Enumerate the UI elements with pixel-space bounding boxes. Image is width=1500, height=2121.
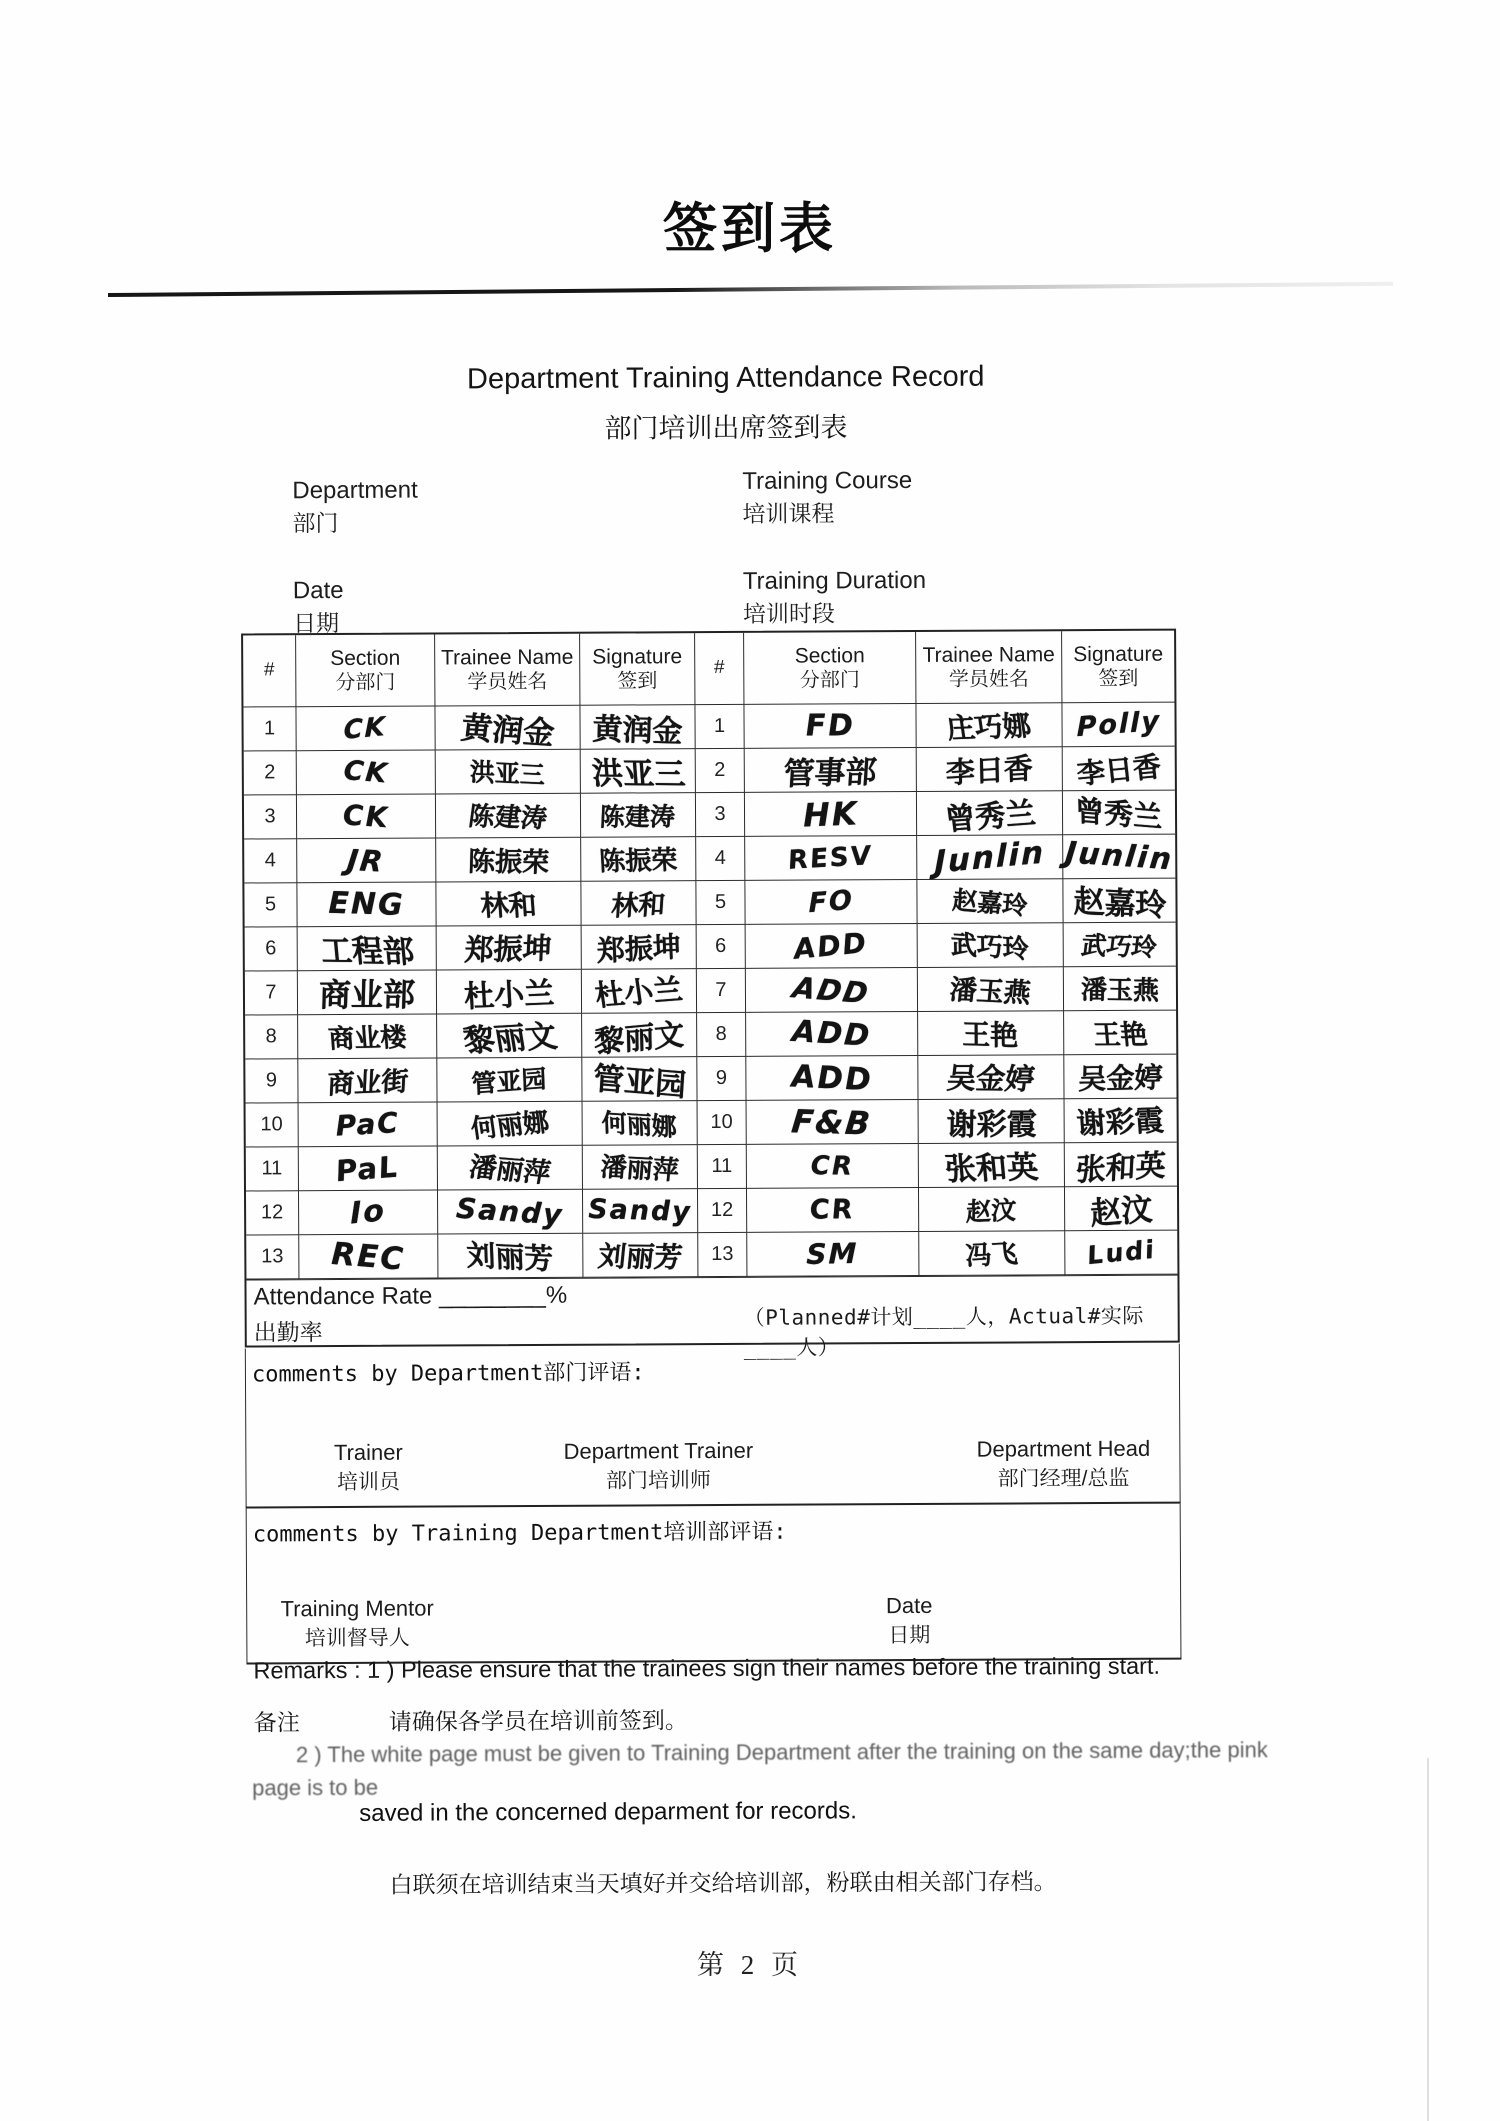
trainee-name-cell bbox=[919, 1099, 1065, 1144]
section-cell bbox=[746, 968, 918, 1013]
page-number-footer: 第 2 页 bbox=[697, 1950, 803, 1980]
signature-handwriting: 林和 bbox=[610, 889, 667, 923]
trainee-name-cell bbox=[917, 791, 1063, 836]
signature-cell bbox=[1063, 747, 1175, 792]
row-number-cell: 3 bbox=[244, 795, 297, 839]
section-handwriting: CK bbox=[342, 798, 390, 835]
row-number-cell: 12 bbox=[698, 1189, 747, 1233]
signature-cell bbox=[583, 1145, 698, 1190]
signature-cell bbox=[1063, 835, 1175, 880]
section-handwriting: PaC bbox=[334, 1106, 401, 1143]
section-cell bbox=[747, 1188, 919, 1233]
trainee-name-handwriting: 管亚园 bbox=[471, 1063, 548, 1099]
signature-handwriting: 潘丽萍 bbox=[599, 1152, 680, 1187]
row-number-cell: 2 bbox=[696, 749, 745, 793]
trainee-name-handwriting: Junlin bbox=[934, 833, 1046, 881]
trainee-name-handwriting: 王艳 bbox=[962, 1017, 1019, 1052]
signature-handwriting: 陈振荣 bbox=[598, 845, 679, 878]
row-number-cell: 4 bbox=[244, 839, 297, 883]
trainee-name-handwriting: 武巧玲 bbox=[950, 930, 1030, 966]
signature-cell bbox=[581, 793, 696, 838]
section-cell bbox=[745, 880, 917, 925]
section-handwriting: 商业部 bbox=[318, 975, 416, 1014]
trainee-name-cell bbox=[436, 794, 581, 839]
section-cell bbox=[746, 1056, 918, 1101]
signature-handwriting: 郑振坤 bbox=[596, 929, 682, 968]
row-number-cell: 6 bbox=[245, 927, 298, 971]
signature-handwriting: Polly bbox=[1076, 705, 1161, 744]
trainee-name-handwriting: Sandy bbox=[455, 1191, 565, 1232]
row-number-cell: 2 bbox=[244, 751, 297, 795]
department-head-sign-label: Department Head 部门经理/总监 bbox=[976, 1435, 1151, 1491]
section-cell bbox=[747, 1232, 919, 1277]
section-cell bbox=[299, 1234, 438, 1279]
training-duration-label-zh: 培训时段 bbox=[742, 600, 836, 627]
signature-handwriting: Sandy bbox=[587, 1193, 693, 1228]
field-training-duration-label bbox=[743, 564, 927, 631]
trainee-name-handwriting: 吴金婷 bbox=[945, 1061, 1037, 1097]
section-cell bbox=[746, 1012, 918, 1057]
section-cell bbox=[297, 882, 436, 927]
trainee-name-handwriting: 刘丽芳 bbox=[466, 1238, 555, 1277]
signature-handwriting: 刘丽芳 bbox=[596, 1239, 684, 1274]
comments-by-training-department-box bbox=[246, 1504, 1182, 1665]
section-cell bbox=[298, 1014, 437, 1059]
signature-cell bbox=[581, 881, 696, 926]
section-cell bbox=[299, 1190, 438, 1235]
remarks-line-2-faded: 2 ) The white page must be given to Training Department after the training on the same day;the pink bbox=[295, 1737, 1268, 1768]
attendance-grid bbox=[243, 631, 1177, 1280]
remarks-line-2c: saved in the concerned deparment for records. bbox=[359, 1797, 857, 1827]
field-department-label bbox=[292, 474, 418, 541]
signature-cell bbox=[581, 837, 696, 882]
signature-cell bbox=[582, 925, 697, 970]
signature-handwriting: 吴金婷 bbox=[1077, 1060, 1163, 1096]
training-duration-label-en: Training Duration bbox=[742, 566, 927, 595]
section-handwriting: JR bbox=[345, 842, 387, 879]
header-number-right: # bbox=[695, 633, 744, 705]
section-cell bbox=[299, 1146, 438, 1191]
date-label-zh: 日期 bbox=[292, 609, 340, 637]
row-number-cell: 9 bbox=[245, 1059, 298, 1103]
section-cell bbox=[297, 794, 436, 839]
row-number-cell: 8 bbox=[245, 1015, 298, 1059]
trainee-name-handwriting: 杜小兰 bbox=[463, 975, 556, 1015]
signature-handwriting: 张和英 bbox=[1074, 1147, 1167, 1189]
signature-cell bbox=[1064, 1055, 1176, 1100]
header-section-right: Section 分部门 bbox=[744, 632, 916, 705]
signature-handwriting: 洪亚三 bbox=[590, 755, 686, 794]
row-number-cell: 5 bbox=[244, 883, 297, 927]
section-handwriting: CR bbox=[808, 1194, 857, 1226]
section-handwriting: Io bbox=[349, 1193, 387, 1232]
signature-handwriting: 杜小兰 bbox=[593, 972, 686, 1013]
signature-handwriting: 赵嘉玲 bbox=[1072, 883, 1167, 925]
row-number-cell: 10 bbox=[246, 1103, 299, 1147]
section-handwriting: F&B bbox=[790, 1101, 875, 1143]
signature-cell bbox=[1063, 791, 1175, 836]
trainee-name-cell bbox=[436, 838, 581, 883]
section-cell bbox=[747, 1100, 919, 1145]
section-handwriting: SM bbox=[806, 1236, 860, 1272]
signature-cell bbox=[1064, 923, 1176, 968]
signature-handwriting: 陈建涛 bbox=[599, 801, 677, 832]
signature-cell bbox=[583, 1189, 698, 1234]
document-title-en: Department Training Attendance Record bbox=[466, 360, 985, 396]
trainee-name-handwriting: 张和英 bbox=[943, 1149, 1040, 1188]
row-number-cell: 11 bbox=[246, 1147, 299, 1191]
signature-handwriting: 王艳 bbox=[1092, 1019, 1149, 1052]
trainee-name-cell bbox=[916, 703, 1062, 748]
training-course-label-zh: 培训课程 bbox=[742, 500, 835, 527]
section-cell bbox=[744, 704, 916, 749]
trainee-name-handwriting: 陈建涛 bbox=[466, 801, 549, 835]
signature-cell bbox=[583, 1101, 698, 1146]
trainee-name-cell bbox=[438, 1234, 583, 1279]
signature-cell bbox=[582, 1057, 697, 1105]
trainee-name-handwriting: 潘玉燕 bbox=[948, 974, 1033, 1010]
signature-cell bbox=[1064, 967, 1176, 1012]
signature-handwriting: 何丽娜 bbox=[601, 1107, 678, 1142]
section-handwriting: ENG bbox=[328, 885, 405, 923]
trainee-name-handwriting: 曾秀兰 bbox=[942, 795, 1038, 838]
trainee-name-cell bbox=[918, 923, 1064, 968]
trainee-name-cell bbox=[917, 879, 1063, 924]
signature-handwriting: Junlin bbox=[1063, 835, 1175, 878]
attendance-rate-label-zh: 出勤率 bbox=[253, 1319, 323, 1346]
row-number-cell: 13 bbox=[698, 1233, 747, 1277]
signature-handwriting: 谢彩霞 bbox=[1075, 1103, 1166, 1141]
row-number-cell: 4 bbox=[696, 837, 745, 881]
row-number-cell: 1 bbox=[243, 707, 296, 751]
section-cell bbox=[746, 924, 918, 969]
trainee-name-cell bbox=[437, 926, 582, 971]
section-handwriting: REC bbox=[330, 1235, 406, 1278]
comments-by-training-department-label: comments by Training Department培训部评语: bbox=[252, 1519, 787, 1548]
signature-handwriting: 武巧玲 bbox=[1080, 930, 1159, 962]
comments-by-department-label: comments by Department部门评语: bbox=[251, 1360, 645, 1388]
section-handwriting: CK bbox=[341, 755, 390, 790]
signature-cell bbox=[1065, 1099, 1177, 1144]
department-trainer-sign-label: Department Trainer 部门培训师 bbox=[563, 1437, 754, 1493]
row-number-cell: 6 bbox=[697, 925, 746, 969]
trainee-name-handwriting: 何丽娜 bbox=[468, 1107, 552, 1145]
header-signature-left: Signature 签到 bbox=[580, 633, 695, 706]
signature-cell bbox=[1065, 1187, 1177, 1232]
trainee-name-handwriting: 黄润金 bbox=[458, 710, 556, 752]
department-label-en: Department bbox=[292, 476, 418, 505]
signature-cell bbox=[1065, 1231, 1177, 1276]
row-number-cell: 3 bbox=[696, 793, 745, 837]
row-number-cell: 7 bbox=[697, 969, 746, 1013]
signature-cell bbox=[580, 705, 695, 750]
section-handwriting: 工程部 bbox=[318, 933, 416, 971]
section-cell bbox=[298, 970, 437, 1015]
row-number-cell: 9 bbox=[697, 1057, 746, 1101]
row-number-cell: 1 bbox=[695, 705, 744, 749]
section-handwriting: HK bbox=[801, 793, 860, 835]
signature-cell bbox=[581, 749, 696, 794]
trainee-name-cell bbox=[436, 882, 581, 927]
page-tag-title: 签到表 bbox=[663, 199, 837, 259]
remarks-zh-label: 备注 bbox=[253, 1709, 300, 1736]
training-mentor-sign-label: Training Mentor 培训督导人 bbox=[280, 1595, 434, 1651]
trainee-name-handwriting: 李日香 bbox=[945, 751, 1034, 791]
signature-handwriting: 潘玉燕 bbox=[1080, 975, 1160, 1007]
section-cell bbox=[298, 926, 437, 971]
row-number-cell: 11 bbox=[698, 1145, 747, 1189]
trainee-name-handwriting: 潘丽萍 bbox=[466, 1151, 553, 1190]
section-handwriting: 商业街 bbox=[326, 1066, 409, 1101]
trainee-name-handwriting: 洪亚三 bbox=[470, 756, 546, 790]
attendance-rate-label: Attendance Rate ________% bbox=[253, 1281, 568, 1311]
signature-cell bbox=[1063, 879, 1175, 924]
trainee-name-handwriting: 谢彩霞 bbox=[945, 1106, 1037, 1143]
section-cell bbox=[747, 1144, 919, 1189]
trainee-name-cell bbox=[918, 1011, 1064, 1056]
trainee-name-handwriting: 庄巧娜 bbox=[944, 708, 1034, 745]
trainee-name-handwriting: 林和 bbox=[479, 888, 538, 922]
trainer-sign-label: Trainer 培训员 bbox=[333, 1439, 403, 1495]
row-number-cell: 7 bbox=[245, 971, 298, 1015]
section-handwriting: 商业楼 bbox=[327, 1022, 408, 1055]
section-handwriting: ADD bbox=[790, 969, 873, 1010]
trainee-name-cell bbox=[438, 1190, 583, 1235]
row-number-cell: 5 bbox=[696, 881, 745, 925]
trainee-name-cell bbox=[436, 750, 581, 795]
remarks-zh-line: 请确保各学员在培训前签到。 bbox=[388, 1707, 688, 1735]
signature-handwriting: 曾秀兰 bbox=[1075, 793, 1163, 835]
trainee-name-cell bbox=[437, 970, 582, 1015]
trainee-name-cell bbox=[918, 1055, 1064, 1100]
signature-handwriting: 管亚园 bbox=[591, 1060, 687, 1105]
signature-handwriting: 黎丽文 bbox=[594, 1016, 685, 1061]
signature-cell bbox=[1062, 703, 1174, 748]
section-handwriting: CR bbox=[810, 1150, 854, 1182]
field-date-label bbox=[293, 574, 344, 640]
comments-by-department-box bbox=[245, 1344, 1181, 1509]
field-training-course-label bbox=[742, 464, 912, 531]
signature-cell bbox=[582, 1013, 697, 1061]
section-cell bbox=[297, 750, 436, 795]
trainee-name-handwriting: 郑振坤 bbox=[464, 931, 553, 968]
remarks-line-2b-faded: page is to be bbox=[252, 1774, 379, 1801]
trainee-name-handwriting: 陈振荣 bbox=[467, 846, 550, 879]
section-handwriting: FO bbox=[807, 884, 854, 920]
signature-handwriting: 黄润金 bbox=[591, 711, 683, 750]
trainee-name-handwriting: 赵嘉玲 bbox=[951, 885, 1029, 921]
signature-handwriting: Ludi bbox=[1085, 1234, 1158, 1270]
trainee-name-cell bbox=[919, 1231, 1065, 1276]
remarks-line-1: Remarks : 1 ) Please ensure that the trainees sign their names before the training start. bbox=[253, 1652, 1161, 1684]
trainee-name-cell bbox=[438, 1102, 583, 1147]
section-cell bbox=[299, 1102, 438, 1147]
row-number-cell: 8 bbox=[697, 1013, 746, 1057]
signature-cell bbox=[1064, 1011, 1176, 1056]
signature-cell bbox=[1065, 1143, 1177, 1188]
training-course-label-en: Training Course bbox=[742, 466, 913, 495]
header-section-left: Section 分部门 bbox=[296, 634, 435, 707]
header-number-left: # bbox=[243, 635, 296, 707]
row-number-cell: 13 bbox=[246, 1235, 299, 1279]
section-handwriting: ADD bbox=[792, 926, 871, 966]
signature-handwriting: 李日香 bbox=[1075, 749, 1163, 791]
trainee-name-cell bbox=[437, 1014, 582, 1059]
trainee-name-handwriting: 冯飞 bbox=[964, 1239, 1020, 1273]
department-label-zh: 部门 bbox=[292, 509, 339, 537]
header-signature-right: Signature 签到 bbox=[1062, 631, 1174, 704]
section-cell bbox=[298, 1058, 437, 1103]
trainee-name-cell bbox=[438, 1146, 583, 1191]
date-sign-label: Date 日期 bbox=[885, 1592, 933, 1648]
section-cell bbox=[745, 748, 917, 793]
trainee-name-handwriting: 黎丽文 bbox=[460, 1018, 560, 1060]
date-label-en: Date bbox=[292, 576, 344, 605]
row-number-cell: 12 bbox=[246, 1191, 299, 1235]
remarks-zh-line-2: 白联须在培训结束当天填好并交给培训部，粉联由相关部门存档。 bbox=[389, 1868, 1057, 1898]
header-trainee-name-right: Trainee Name 学员姓名 bbox=[916, 631, 1062, 704]
section-handwriting: 管事部 bbox=[782, 754, 878, 793]
attendance-table bbox=[241, 629, 1180, 1360]
trainee-name-cell bbox=[437, 1058, 582, 1103]
trainee-name-cell bbox=[919, 1143, 1065, 1188]
document-title-zh: 部门培训出席签到表 bbox=[604, 412, 848, 444]
section-cell bbox=[745, 792, 917, 837]
signature-cell bbox=[583, 1233, 698, 1278]
trainee-name-handwriting: 赵汶 bbox=[966, 1195, 1017, 1227]
trainee-name-cell bbox=[435, 706, 580, 751]
section-handwriting: FD bbox=[804, 708, 856, 744]
section-handwriting: PaL bbox=[333, 1149, 403, 1188]
planned-actual-label: （Planned#计划____人，Actual#实际____人） bbox=[743, 1303, 1144, 1360]
trainee-name-cell bbox=[918, 967, 1064, 1012]
signature-cell bbox=[582, 969, 697, 1014]
trainee-name-cell bbox=[919, 1187, 1065, 1232]
section-handwriting: CK bbox=[343, 711, 388, 746]
section-handwriting: ADD bbox=[790, 1013, 873, 1054]
section-handwriting: ADD bbox=[790, 1057, 874, 1098]
section-handwriting: RESV bbox=[786, 840, 876, 876]
trainee-name-cell bbox=[917, 747, 1063, 792]
row-number-cell: 10 bbox=[698, 1101, 747, 1145]
trainee-name-cell bbox=[917, 835, 1063, 880]
section-cell bbox=[296, 706, 435, 751]
signature-handwriting: 赵汶 bbox=[1089, 1191, 1154, 1233]
attendance-rate-row bbox=[246, 1275, 1177, 1360]
section-cell bbox=[297, 838, 436, 883]
header-trainee-name-left: Trainee Name 学员姓名 bbox=[435, 634, 580, 707]
section-cell bbox=[745, 836, 917, 881]
